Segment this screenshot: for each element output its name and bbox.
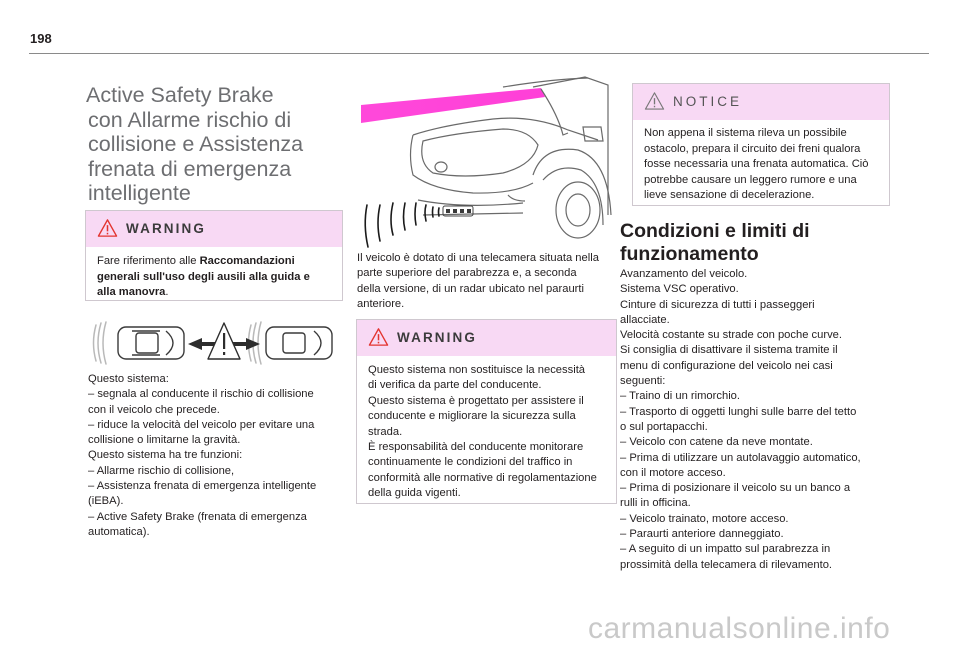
notice-header bbox=[633, 84, 889, 120]
text-line: lieve sensazione di decelerazione. bbox=[644, 189, 815, 201]
text-line: continuamente le condizioni del traffico in bbox=[368, 456, 573, 469]
text-line: Questo sistema: bbox=[88, 373, 169, 385]
warning-label: WARNING bbox=[126, 221, 206, 236]
warning-triangle-icon bbox=[97, 218, 118, 238]
text-line: menu di configurazione del veicolo nei casi bbox=[620, 359, 833, 372]
text-line: o sul portapacchi. bbox=[620, 420, 708, 433]
collision-distance-illustration bbox=[88, 313, 338, 373]
title-line: intelligente bbox=[88, 181, 191, 205]
title-line: Active Safety Brake bbox=[86, 83, 274, 107]
text-line: Questo sistema non sostituisce la necessità bbox=[368, 364, 586, 376]
heading-line: funzionamento bbox=[620, 243, 759, 265]
text-line: (iEBA). bbox=[88, 495, 124, 508]
text-line: – Prima di posizionare il veicolo su un banco a bbox=[620, 482, 851, 495]
text-line: con il veicolo che precede. bbox=[88, 403, 220, 416]
notice-body bbox=[633, 120, 889, 212]
warning-box-guidance bbox=[85, 210, 343, 301]
text-line: conformità alle normative di regolamentazione bbox=[368, 471, 597, 484]
text-line: della guida vigenti. bbox=[368, 487, 461, 500]
heading-line: Condizioni e limiti di bbox=[620, 220, 810, 242]
text-line: – Veicolo con catene da neve montate. bbox=[620, 436, 813, 449]
warning-bold-text: Raccomandazioni bbox=[199, 255, 295, 267]
text-line: strada. bbox=[368, 425, 403, 438]
text-line: ostacolo, prepara il circuito dei freni qualora bbox=[644, 142, 861, 155]
warning-triangle-icon bbox=[368, 327, 389, 347]
front-car-icon bbox=[266, 327, 332, 359]
title-line: frenata di emergenza bbox=[88, 156, 292, 181]
text-line: di verifica da parte del conducente. bbox=[368, 379, 542, 392]
system-description bbox=[88, 372, 344, 540]
text-line: parte superiore del parabrezza e, a seconda bbox=[357, 267, 577, 280]
text-line: collisione o limitarne la gravità. bbox=[88, 434, 241, 447]
conditions-list bbox=[620, 267, 890, 573]
text-line: Avanzamento del veicolo. bbox=[620, 268, 748, 280]
title-line: con Allarme rischio di bbox=[88, 107, 292, 132]
text-line: anteriore. bbox=[357, 297, 405, 310]
warning-box-driver bbox=[356, 319, 617, 504]
text-line: seguenti: bbox=[620, 375, 666, 388]
van-camera-radar-illustration bbox=[353, 75, 615, 250]
text-line: Si consiglia di disattivare il sistema tramite il bbox=[620, 344, 838, 357]
text-line: – riduce la velocità del veicolo per evitare una bbox=[88, 418, 315, 431]
text-line: – Active Safety Brake (frenata di emergenza bbox=[88, 510, 307, 523]
rear-car-icon bbox=[118, 327, 184, 359]
text-line: Il veicolo è dotato di una telecamera situata nella bbox=[357, 252, 599, 264]
warning-text: Fare riferimento alle bbox=[97, 255, 200, 267]
warning-text: . bbox=[165, 286, 169, 298]
text-line: della versione, di un radar ubicato nel paraurti bbox=[357, 282, 584, 295]
text-line: Cinture di sicurezza di tutti i passeggeri bbox=[620, 298, 815, 311]
text-line: – A seguito di un impatto sul parabrezza in bbox=[620, 543, 831, 556]
text-line: – segnala al conducente il rischio di collisione bbox=[88, 388, 314, 401]
text-line: allacciate. bbox=[620, 313, 670, 326]
conditions-heading bbox=[620, 220, 880, 266]
text-line: rulli in officina. bbox=[620, 497, 691, 510]
notice-label: NOTICE bbox=[673, 94, 743, 109]
notice-box bbox=[632, 83, 890, 206]
warning-body bbox=[86, 247, 342, 309]
text-line: prossimità della telecamera di rilevamento. bbox=[620, 558, 833, 571]
text-line: Questo sistema ha tre funzioni: bbox=[88, 449, 243, 462]
text-line: – Traino di un rimorchio. bbox=[620, 390, 741, 403]
text-line: fosse necessaria una frenata automatica. Ciò bbox=[644, 158, 869, 170]
text-line: automatica). bbox=[88, 525, 150, 538]
warning-bold-text: generali sull'uso degli ausili alla guida e bbox=[97, 270, 310, 283]
text-line: – Veicolo trainato, motore acceso. bbox=[620, 512, 789, 525]
radar-waves-icon bbox=[365, 203, 439, 247]
watermark: carmanualsonline.info bbox=[588, 612, 891, 645]
text-line: – Allarme rischio di collisione, bbox=[88, 464, 235, 477]
text-line: Velocità costante su strade con poche curve. bbox=[620, 329, 843, 342]
warning-bold-text: alla manovra bbox=[97, 286, 166, 298]
warning-label: WARNING bbox=[397, 330, 477, 345]
warning-body bbox=[357, 356, 616, 510]
text-line: – Assistenza frenata di emergenza intelligente bbox=[88, 480, 317, 493]
collision-warning-icon bbox=[208, 323, 240, 359]
text-line: È responsabilità del conducente monitorare bbox=[368, 441, 584, 454]
section-title bbox=[86, 83, 326, 206]
text-line: con il motore acceso. bbox=[620, 466, 726, 479]
text-line: – Paraurti anteriore danneggiato. bbox=[620, 528, 784, 541]
text-line: potrebbe causare un leggero rumore e una bbox=[644, 173, 857, 186]
header-divider bbox=[29, 53, 929, 54]
text-line: Questo sistema è progettato per assistere il bbox=[368, 394, 584, 407]
text-line: conducente e migliorare la sicurezza sulla bbox=[368, 410, 576, 423]
warning-header bbox=[357, 320, 616, 356]
text-line: Sistema VSC operativo. bbox=[620, 283, 739, 296]
warning-header bbox=[86, 211, 342, 247]
page-number: 198 bbox=[30, 31, 52, 46]
text-line: – Prima di utilizzare un autolavaggio automatico, bbox=[620, 451, 861, 464]
text-line: – Trasporto di oggetti lunghi sulle barre del tetto bbox=[620, 405, 857, 418]
text-line: Non appena il sistema rileva un possibile bbox=[644, 127, 847, 139]
title-line: collisione e Assistenza bbox=[88, 132, 304, 156]
camera-radar-description bbox=[357, 251, 619, 312]
notice-triangle-icon bbox=[644, 91, 665, 111]
